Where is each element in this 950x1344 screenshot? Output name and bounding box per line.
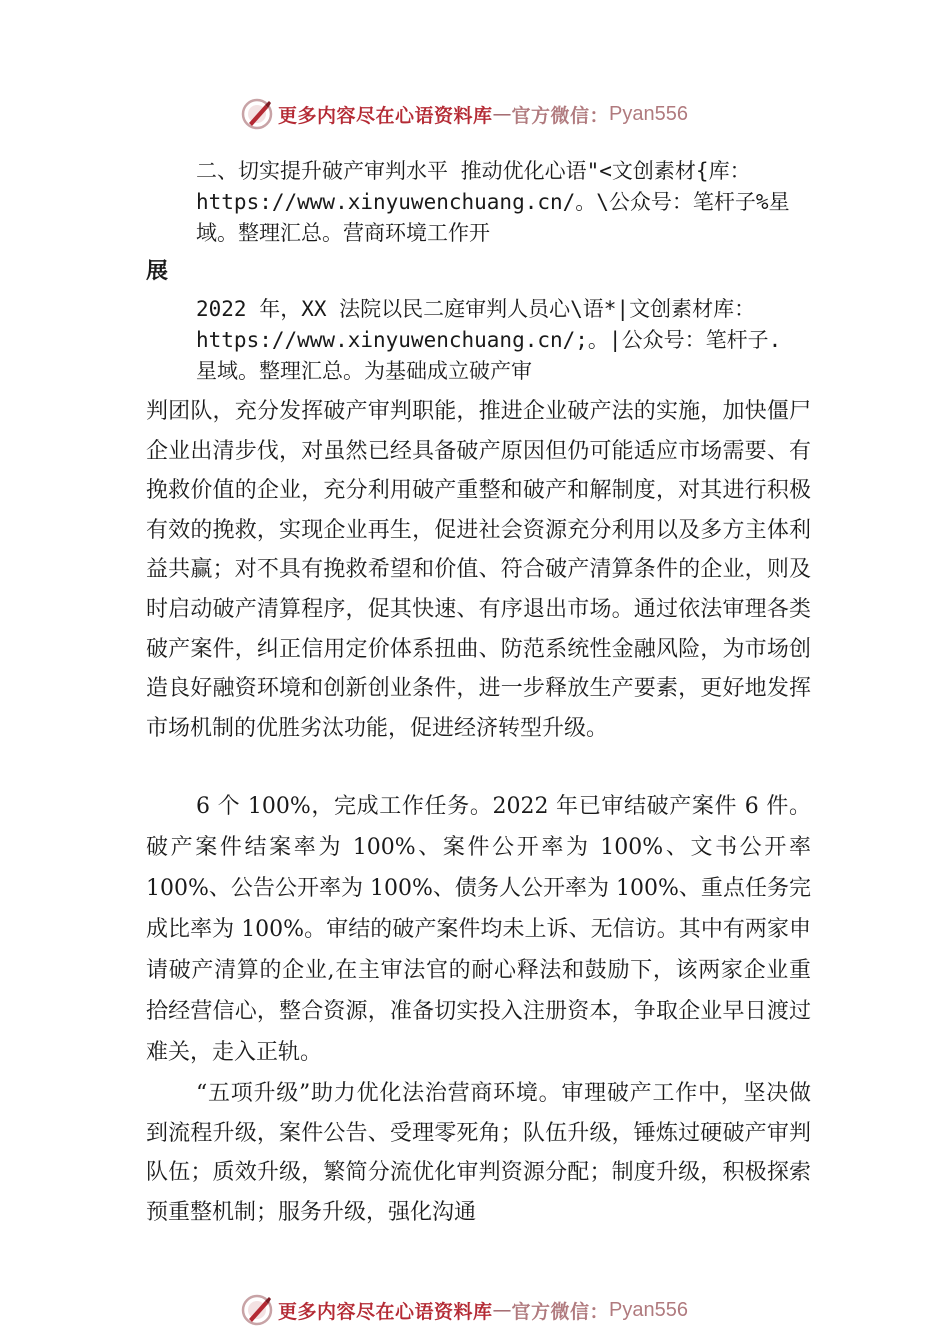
paragraph-six-100-percent: 6 个 100%，完成工作任务。2022 年已审结破产案件 6 件。破产案件结案率为 100%、案件公开率为 100%、文书公开率 100%、公告公开率为 100%、债务人公开率为 100%、重点任务完成比率为 100%。审结的破产案件均未上诉、无信访。其中有两家申请破产清算的企业,在主审法官的耐心释法和鼓励下，该两家企业重拾经营信心，整合资源，准备切实投入注册资本，争取企业早日渡过难关，走入正轨。 <box>146 794 811 1065</box>
paragraph-five-upgrades: “五项升级”助力优化法治营商环境。审理破产工作中，坚决做到流程升级，案件公告、受理零死角；队伍升级，锤炼过硬破产审判队伍；质效升级，繁简分流优化审判资源分配；制度升级，积极探索预重整机制；服务升级，强化沟通 <box>146 1081 811 1225</box>
pen-brush-logo-icon <box>240 1293 274 1327</box>
watermark-title: 更多内容尽在心语资料库 <box>278 1300 493 1323</box>
watermark-dash: — <box>492 1299 512 1321</box>
intro-block <box>196 294 856 387</box>
intro-line: 星域。整理汇总。为基础成立破产审 <box>196 359 532 383</box>
watermark-header <box>240 96 688 132</box>
intro-line: 2022 年，XX 法院以民二庭审判人员心\语*|文创素材库： <box>196 297 756 321</box>
watermark-wechat-id: Pyan556 <box>609 1298 688 1321</box>
watermark-dash: — <box>492 103 512 125</box>
watermark-wechat-label: 官方微信： <box>511 1300 610 1323</box>
section-heading <box>196 156 856 249</box>
watermark-wechat-label: 官方微信： <box>511 104 610 127</box>
intro-line: https://www.xinyuwenchuang.cn/;。|公众号：笔杆子. <box>196 328 782 352</box>
paragraph-bankruptcy-team: 判团队，充分发挥破产审判职能，推进企业破产法的实施，加快僵尸企业出清步伐，对虽然已经具备破产原因但仍可能适应市场需要、有挽救价值的企业，充分利用破产重整和破产和解制度，对其进行积极有效的挽救，实现企业再生，促进社会资源充分利用以及多方主体利益共赢；对不具有挽救希望和价值、符合破产清算条件的企业，则及时启动破产清算程序，促其快速、有序退出市场。通过依法审理各类破产案件，纠正信用定价体系扭曲、防范系统性金融风险，为市场创造良好融资环境和创新创业条件，进一步释放生产要素，更好地发挥市场机制的优胜劣汰功能，促进经济转型升级。 <box>146 399 811 741</box>
pen-brush-logo-icon <box>240 97 274 131</box>
watermark-title: 更多内容尽在心语资料库 <box>278 104 493 127</box>
watermark-footer <box>240 1292 688 1328</box>
heading-last-char: 展 <box>146 259 169 284</box>
heading-line: 域。整理汇总。营商环境工作开 <box>196 221 490 245</box>
heading-line: https://www.xinyuwenchuang.cn/。\公众号：笔杆子%星 <box>196 190 790 214</box>
watermark-wechat-id: Pyan556 <box>609 102 688 125</box>
heading-line: 二、切实提升破产审判水平 推动优化心语"<文创素材{库： <box>196 159 751 183</box>
